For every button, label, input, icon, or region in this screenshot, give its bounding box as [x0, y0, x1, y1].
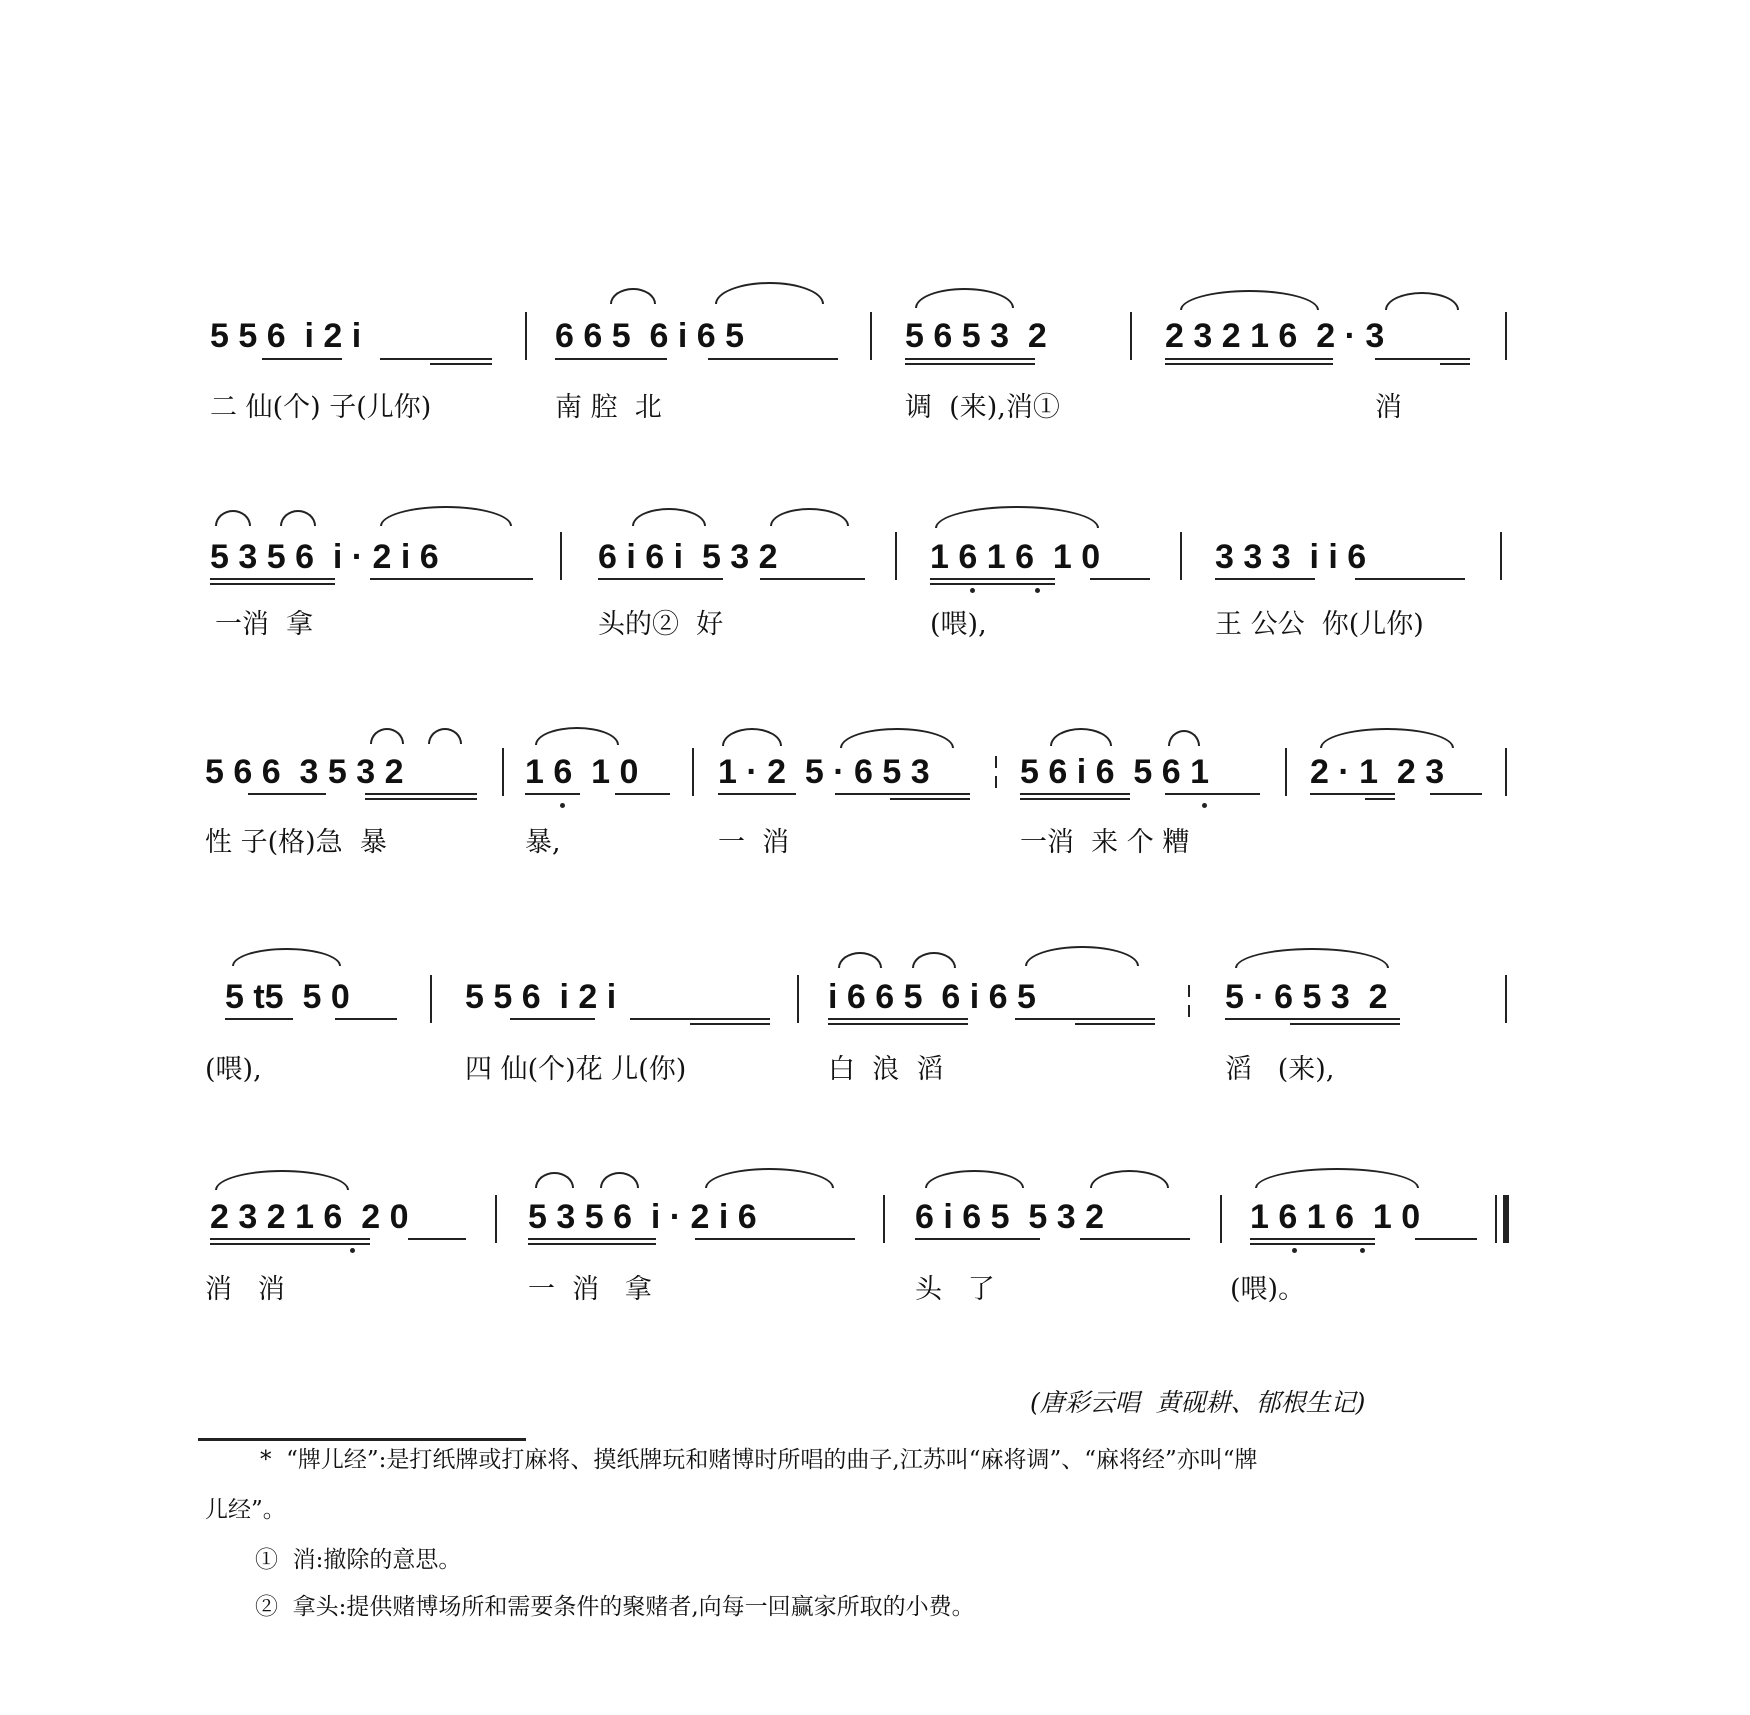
slur — [722, 728, 782, 746]
beam-line — [1310, 793, 1395, 795]
barline — [525, 312, 527, 360]
lyric-line: 暴, — [525, 827, 561, 858]
beam-line — [1250, 1238, 1375, 1240]
beam-line — [1365, 798, 1395, 800]
lyric-line: 南 腔 北 — [555, 392, 662, 423]
beam-line — [1440, 363, 1470, 365]
barline — [1130, 312, 1132, 360]
octave-dot — [350, 1248, 355, 1253]
lyric-line: 一消 拿 — [215, 609, 314, 640]
beam-line — [1165, 363, 1333, 365]
beam-line — [408, 1238, 466, 1240]
slur — [632, 508, 706, 526]
beam-line — [1355, 578, 1465, 580]
slur — [215, 510, 251, 526]
notation-measure: 5 5 6 i 2 i — [465, 978, 617, 1016]
slur — [535, 1172, 574, 1188]
slur — [1168, 730, 1200, 746]
beam-line — [335, 1018, 397, 1020]
lyric-line: (喂)。 — [1230, 1274, 1306, 1305]
beam-line — [708, 358, 838, 360]
beam-line — [210, 1243, 370, 1245]
beam-line — [380, 358, 492, 360]
slur — [935, 506, 1099, 528]
barline — [895, 532, 897, 580]
slur — [1235, 948, 1389, 968]
beam-line — [1090, 578, 1150, 580]
notation-measure: 6 6 5 6 i 6 5 — [555, 317, 745, 355]
lyric-line: 二 仙(个) 子(儿你) — [210, 392, 432, 423]
lyric-line: (喂), — [930, 609, 987, 640]
slur — [1255, 1168, 1419, 1188]
octave-dot — [970, 588, 975, 593]
slur — [1025, 946, 1139, 966]
notation-measure: 5 6 5 3 2 — [905, 317, 1047, 355]
beam-line — [630, 1018, 770, 1020]
beam-line — [615, 793, 670, 795]
beam-line — [510, 1018, 595, 1020]
beam-line — [930, 578, 1055, 580]
beam-line — [1165, 358, 1333, 360]
notation-measure: 2 3 2 1 6 2 0 — [210, 1198, 409, 1236]
lyric-line: 四 仙(个)花 儿(你) — [465, 1054, 687, 1085]
beam-line — [835, 793, 970, 795]
slur — [370, 728, 404, 744]
beam-line — [828, 1018, 968, 1020]
beam-line — [598, 578, 723, 580]
slur — [912, 952, 956, 968]
slur — [535, 727, 619, 745]
barline — [692, 748, 694, 796]
beam-line — [430, 363, 492, 365]
barline — [1220, 1195, 1222, 1243]
barline — [1505, 975, 1507, 1023]
beam-line — [1165, 793, 1260, 795]
footnote-1: ① 消:撤除的意思。 — [255, 1547, 462, 1573]
notation-measure: 2 · 1 2 3 — [1310, 753, 1445, 791]
beam-line — [365, 793, 477, 795]
beam-line — [905, 358, 1035, 360]
beam-line — [1080, 1238, 1190, 1240]
octave-dot — [1035, 588, 1040, 593]
octave-dot — [1360, 1248, 1365, 1253]
beam-line — [370, 578, 533, 580]
beam-line — [718, 793, 796, 795]
lyric-line: 消 消 — [205, 1274, 285, 1305]
octave-dot — [1202, 803, 1207, 808]
slur — [600, 1172, 639, 1188]
slur — [925, 1170, 1024, 1188]
beam-line — [262, 358, 342, 360]
beam-line — [248, 793, 326, 795]
slur — [232, 948, 341, 966]
beam-line — [690, 1023, 770, 1025]
lyric-line: 王 公公 你(儿你) — [1215, 609, 1424, 640]
beam-line — [528, 1238, 656, 1240]
slur — [215, 1170, 349, 1190]
beam-line — [905, 363, 1035, 365]
lyric-line: 一消 来 个 糟 — [1020, 827, 1190, 858]
slur — [380, 506, 512, 526]
slur — [915, 288, 1014, 308]
barline — [995, 756, 997, 768]
slur — [428, 728, 462, 744]
beam-line — [1225, 1018, 1400, 1020]
slur — [838, 952, 882, 968]
slur — [840, 728, 954, 748]
beam-line — [828, 1023, 968, 1025]
lyric-line: 一 消 — [718, 827, 790, 858]
notation-measure: 5 6 i 6 5 6 1 — [1020, 753, 1210, 791]
lyric-line: 滔 (来), — [1225, 1054, 1335, 1085]
slur — [705, 1168, 834, 1188]
slur — [1050, 728, 1112, 746]
footnote-star-continued: 儿经”。 — [205, 1497, 286, 1523]
lyric-line: 头 了 — [915, 1274, 995, 1305]
notation-measure: 6 i 6 5 5 3 2 — [915, 1198, 1105, 1236]
lyric-line: 调 (来),消① — [905, 392, 1060, 423]
beam-line — [1415, 1238, 1477, 1240]
barline — [1500, 532, 1502, 580]
slur — [770, 508, 849, 526]
notation-measure: 5 5 6 i 2 i — [210, 317, 362, 355]
octave-dot — [560, 803, 565, 808]
beam-line — [1015, 1018, 1155, 1020]
notation-measure: 5 t5 5 0 — [225, 978, 350, 1016]
barline — [502, 748, 504, 796]
lyric-line: 消 — [1375, 392, 1402, 423]
notation-measure: 5 6 6 3 5 3 2 — [205, 753, 404, 791]
notation-measure: 1 6 1 6 1 0 — [1250, 1198, 1421, 1236]
footnote-star: * “牌儿经”:是打纸牌或打麻将、摸纸牌玩和赌博时所唱的曲子,江苏叫“麻将调”、“麻将经”亦叫“牌 — [260, 1447, 1258, 1473]
beam-line — [1430, 793, 1482, 795]
final-barline — [1503, 1195, 1509, 1243]
notation-measure: i 6 6 5 6 i 6 5 — [828, 978, 1036, 1016]
beam-line — [1020, 793, 1130, 795]
octave-dot — [1292, 1248, 1297, 1253]
beam-line — [210, 1238, 370, 1240]
barline — [1188, 985, 1190, 997]
barline — [870, 312, 872, 360]
beam-line — [930, 583, 1055, 585]
beam-line — [1020, 798, 1130, 800]
barline — [883, 1195, 885, 1243]
beam-line — [695, 1238, 855, 1240]
lyric-line: 性 子(格)急 暴 — [205, 827, 387, 858]
footnote-2: ② 拿头:提供赌博场所和需要条件的聚赌者,向每一回赢家所取的小费。 — [255, 1594, 975, 1620]
slur — [715, 282, 824, 304]
slur — [280, 510, 316, 526]
barline — [430, 975, 432, 1023]
beam-line — [1215, 578, 1315, 580]
notation-measure: 3 3 3 i i 6 — [1215, 538, 1367, 576]
slur — [1090, 1170, 1169, 1188]
notation-measure: 1 6 1 0 — [525, 753, 639, 791]
barline — [1285, 748, 1287, 796]
beam-line — [365, 798, 477, 800]
barline — [1495, 1195, 1497, 1243]
slur — [1180, 290, 1319, 310]
barline — [1505, 748, 1507, 796]
beam-line — [1290, 1023, 1400, 1025]
beam-line — [760, 578, 865, 580]
lyric-line: (喂), — [205, 1054, 262, 1085]
slur — [1320, 728, 1454, 748]
beam-line — [915, 1238, 1040, 1240]
barline — [797, 975, 799, 1023]
footnote-divider — [198, 1438, 526, 1441]
performer-credit: (唐彩云唱 黄砚耕、郁根生记) — [1030, 1388, 1366, 1417]
barline — [1505, 312, 1507, 360]
beam-line — [555, 358, 667, 360]
beam-line — [210, 578, 335, 580]
barline — [1180, 532, 1182, 580]
notation-measure: 5 3 5 6 i · 2 i 6 — [210, 538, 439, 576]
notation-measure: 1 6 1 6 1 0 — [930, 538, 1101, 576]
beam-line — [210, 583, 335, 585]
slur — [610, 288, 656, 304]
lyric-line: 白 浪 滔 — [828, 1054, 944, 1085]
beam-line — [525, 793, 580, 795]
beam-line — [1375, 358, 1470, 360]
lyric-line: 一 消 拿 — [528, 1274, 652, 1305]
barline — [495, 1195, 497, 1243]
beam-line — [890, 798, 970, 800]
notation-measure: 5 · 6 5 3 2 — [1225, 978, 1388, 1016]
barline — [1188, 1005, 1190, 1017]
notation-measure: 5 3 5 6 i · 2 i 6 — [528, 1198, 757, 1236]
beam-line — [225, 1018, 293, 1020]
notation-measure: 1 · 2 5 · 6 5 3 — [718, 753, 930, 791]
barline — [995, 776, 997, 788]
notation-measure: 2 3 2 1 6 2 · 3 — [1165, 317, 1385, 355]
lyric-line: 头的② 好 — [598, 609, 724, 640]
beam-line — [528, 1243, 656, 1245]
notation-measure: 6 i 6 i 5 3 2 — [598, 538, 778, 576]
slur — [1385, 292, 1459, 310]
barline — [560, 532, 562, 580]
beam-line — [1075, 1023, 1155, 1025]
beam-line — [1250, 1243, 1375, 1245]
